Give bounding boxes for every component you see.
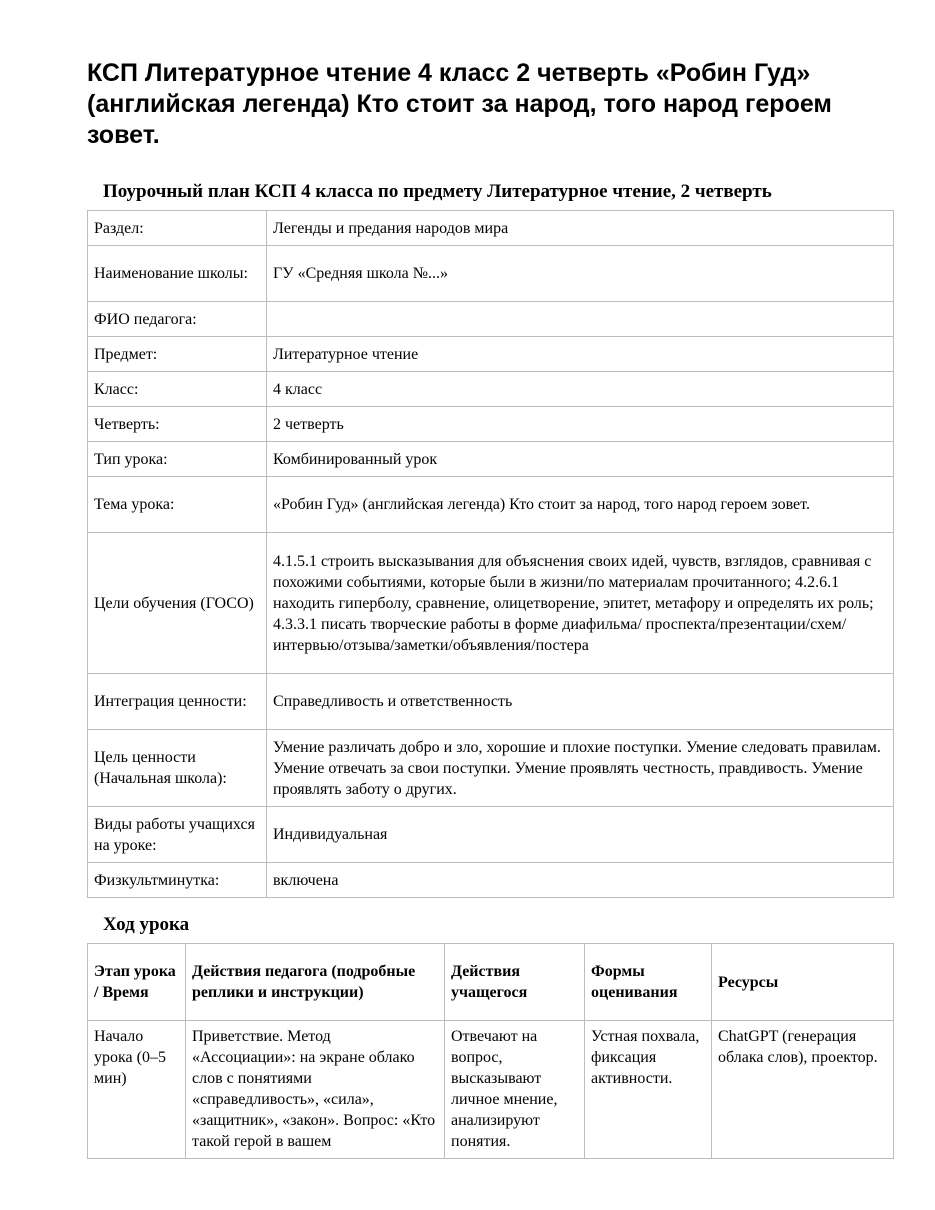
info-label: Предмет: [88,337,267,372]
info-value: Комбинированный урок [267,442,894,477]
table-row [88,407,894,442]
table-row [88,211,894,246]
info-label: Раздел: [88,211,267,246]
info-label: Цель ценности (Начальная школа): [88,730,267,807]
info-value: включена [267,863,894,898]
table-row [88,863,894,898]
table-cell [88,1021,186,1159]
info-value [267,302,894,337]
info-label: Тема урока: [88,477,267,533]
table-row [88,442,894,477]
table-row [88,674,894,730]
table-cell [445,1021,585,1159]
info-value: Легенды и предания народов мира [267,211,894,246]
column-header: Ресурсы [712,944,894,1021]
table-row [88,1021,894,1159]
table-cell [585,1021,712,1159]
info-value: «Робин Гуд» (английская легенда) Кто стоит за народ, того народ героем зовет. [267,477,894,533]
student-actions: Отвечают на вопрос, высказывают личное мнение, анализируют понятия. [451,1028,558,1150]
info-value: ГУ «Средняя школа №...» [267,246,894,302]
plan-heading: Поурочный план КСП 4 класса по предмету Литературное чтение, 2 четверть [103,181,772,202]
document-title: КСП Литературное чтение 4 класс 2 четверть «Робин Гуд» (английская легенда) Кто стоит за народ, того народ героем зовет. [87,59,832,149]
table-cell [712,1021,894,1159]
stage-time: Начало урока (0–5 мин) [94,1028,166,1087]
info-label: Физкультминутка: [88,863,267,898]
table-row [88,337,894,372]
table-row [88,730,894,807]
info-value: 4.1.5.1 строить высказывания для объяснения своих идей, чувств, взглядов, сравнивая с похожими событиями, которые были в жизни/по материалам прочитанного; 4.2.6.1 находить гиперболу, сравнение, олицетворение, эпитет, метафору и определять их роль; 4.3.3.1 писать творческие работы в форме диафильма/ проспекта/презентации/схем/интервью/отзыва/заметки/объявления/постера [267,533,894,674]
info-value: Индивидуальная [267,807,894,863]
info-label: Виды работы учащихся на уроке: [88,807,267,863]
info-value: Умение различать добро и зло, хорошие и плохие поступки. Умение следовать правилам. Умение отвечать за свои поступки. Умение проявлять честность, правдивость. Умение проявлять заботу о других. [267,730,894,807]
teacher-actions: Приветствие. Метод «Ассоциации»: на экране облако слов с понятиями «справедливость», «сила», «защитник», «закон». Вопрос: «Кто такой герой в вашем [192,1028,436,1150]
lesson-progress-heading: Ход урока [103,914,190,935]
info-label: Интеграция ценности: [88,674,267,730]
table-header-row [88,944,894,1021]
resources: ChatGPT (генерация облака слов), проектор. [718,1028,878,1066]
info-label: ФИО педагога: [88,302,267,337]
table-row [88,477,894,533]
info-value: 4 класс [267,372,894,407]
column-header: Этап урока / Время [88,944,186,1021]
column-header: Действия педагога (подробные реплики и инструкции) [186,944,445,1021]
info-label: Класс: [88,372,267,407]
lesson-progress-table [87,943,894,1159]
column-header: Действия учащегося [445,944,585,1021]
info-value: Справедливость и ответственность [267,674,894,730]
table-row [88,246,894,302]
info-label: Тип урока: [88,442,267,477]
info-label: Четверть: [88,407,267,442]
assessment-forms: Устная похвала, фиксация активности. [591,1028,700,1087]
table-row [88,807,894,863]
info-value: 2 четверть [267,407,894,442]
info-label: Цели обучения (ГОСО) [88,533,267,674]
column-header: Формы оценивания [585,944,712,1021]
lesson-info-table [87,210,894,898]
table-row [88,372,894,407]
table-cell [186,1021,445,1159]
info-value: Литературное чтение [267,337,894,372]
table-row [88,302,894,337]
table-row [88,533,894,674]
info-label: Наименование школы: [88,246,267,302]
